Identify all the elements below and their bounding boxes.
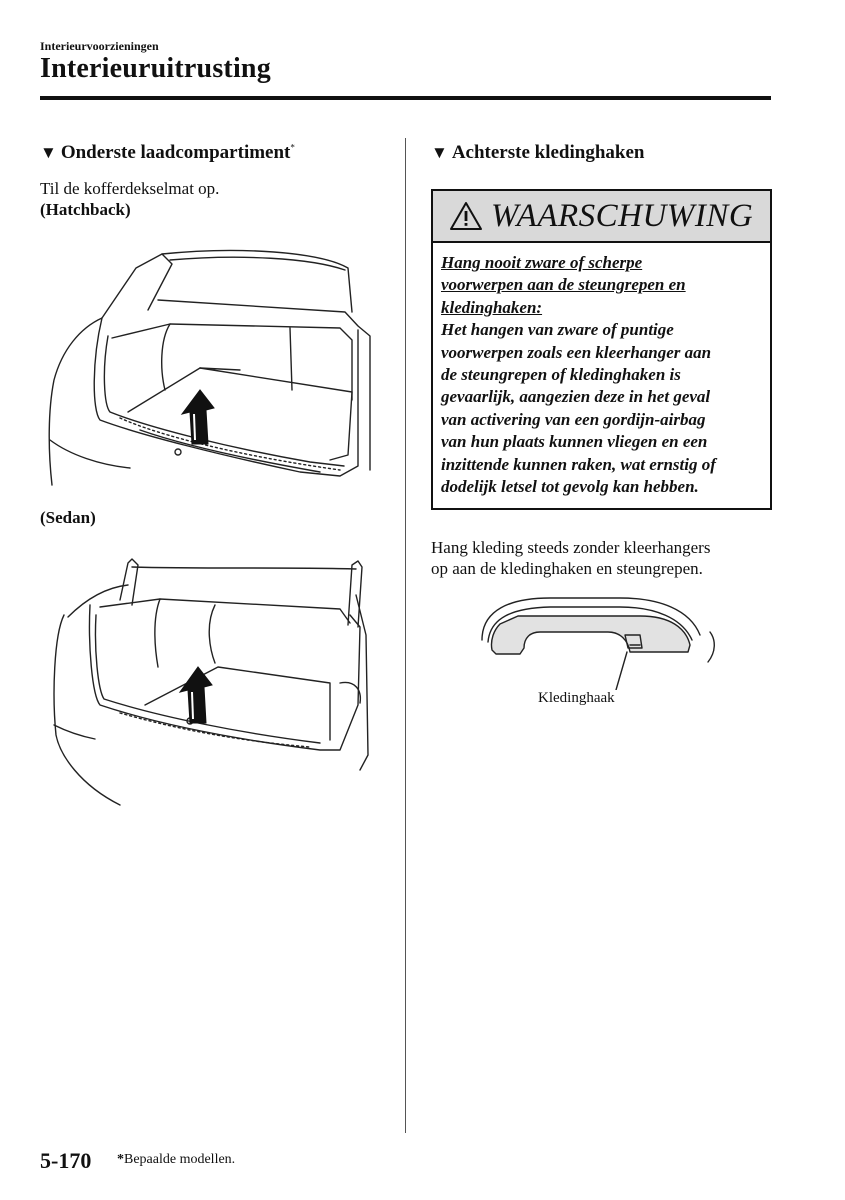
warning-line: voorwerpen zoals een kleerhanger aan (441, 342, 712, 362)
section-heading-lower-compartment (40, 142, 295, 164)
body-text-line: op aan de kledinghaken en steungrepen. (431, 559, 703, 578)
label-hatchback: (Hatchback) (40, 200, 131, 219)
up-arrow-icon (180, 667, 212, 723)
warning-line: Het hangen van zware of puntige (441, 320, 674, 340)
black-down-triangle-icon: ▼ (431, 143, 448, 162)
warning-line-underlined: voorwerpen aan de steungrepen en (441, 275, 686, 295)
body-text-line: Hang kleding steeds zonder kleerhangers (431, 538, 711, 557)
warning-line: van activering van een gordijn-airbag (441, 409, 706, 429)
footnote (117, 1152, 235, 1168)
warning-triangle-icon (449, 201, 483, 231)
heading-text: Onderste laadcompartiment (60, 142, 291, 163)
heading-text: Achterste kledinghaken (451, 142, 645, 163)
sedan-trunk-illustration (40, 555, 380, 810)
warning-line: de steungrepen of kledinghaken is (441, 365, 681, 385)
column-divider (405, 138, 406, 1133)
label-sedan: (Sedan) (40, 508, 96, 527)
warning-line-underlined: kledinghaken: (441, 297, 543, 317)
footnote-marker: * (290, 142, 295, 153)
page-title: Interieuruitrusting (40, 53, 271, 84)
section-heading-rear-clothes-hooks (431, 142, 644, 164)
intro-text: Til de kofferdekselmat op. (40, 179, 220, 198)
black-down-triangle-icon: ▼ (40, 143, 57, 162)
running-header: Interieurvoorzieningen (40, 39, 159, 53)
page-number: 5-170 (40, 1148, 92, 1173)
warning-title: WAARSCHUWING (491, 197, 754, 234)
clothes-hook-illustration (470, 590, 730, 690)
warning-line: van hun plaats kunnen vliegen en een (441, 432, 708, 452)
warning-box (431, 189, 772, 510)
hatchback-trunk-illustration (40, 240, 380, 490)
warning-header (433, 191, 770, 243)
caption-clothes-hook: Kledinghaak (538, 690, 615, 706)
warning-line: dodelijk letsel tot gevolg kan hebben. (441, 477, 699, 497)
warning-line: inzittende kunnen raken, wat ernstig of (441, 454, 716, 474)
footnote-mark: * (117, 1152, 124, 1167)
title-rule (40, 96, 771, 100)
warning-body (433, 243, 770, 498)
warning-line-underlined: Hang nooit zware of scherpe (441, 253, 643, 272)
warning-line: gevaarlijk, aangezien deze in het geval (441, 387, 711, 407)
footnote-text: Bepaalde modellen. (124, 1152, 236, 1167)
